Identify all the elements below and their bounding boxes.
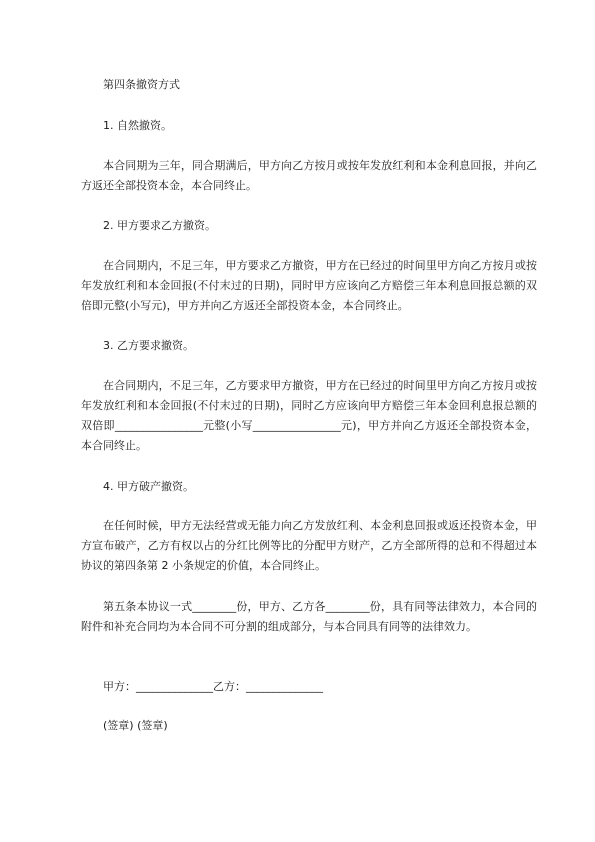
- clause-2-body: 在合同期内，不足三年，甲方要求乙方撤资，甲方在已经过的时间里甲方向乙方按月或按年发放红利和本金回报(不付末过的日期)，同时甲方应该向乙方赔偿三年本利息回报总额的双倍即元整(小写元)，甲方并向乙方返还全部投资本金，本合同终止。: [81, 259, 537, 312]
- clause-1-body: 本合同期为三年，同合期满后，甲方向乙方按月或按年发放红利和本金利息回报，并向乙方返还全部投资本金，本合同终止。: [81, 159, 537, 192]
- article-5-body: 第五条本协议一式________份，甲方、乙方各________份，具有同等法律效力，本合同的附件和补充合同均为本合同不可分割的组成部分，与本合同具有同等的法律效力。: [81, 600, 537, 633]
- article-4-heading: 第四条撤资方式: [103, 78, 180, 91]
- clause-4-body: 在任何时候，甲方无法经营或无能力向乙方发放红利、本金利息回报或返还投资本金，甲方宣布破产，乙方有权以占的分红比例等比的分配甲方财产，乙方全部所得的总和不得超过本协议的第四条第 2 小条规定的价值，本合同终止。: [81, 519, 537, 572]
- clause-1-title: 1. 自然撤资。: [103, 119, 172, 132]
- clause-4-title: 4. 甲方破产撤资。: [103, 480, 194, 493]
- clause-3-title: 3. 乙方要求撤资。: [103, 339, 194, 352]
- clause-3-body: 在合同期内，不足三年，乙方要求甲方撤资，甲方在已经过的时间里甲方向乙方按月或按年发放红利和本金回报(不付末过的日期)，同时乙方应该向甲方赔偿三年本金回利息报总额的双倍即________________元整(小写________________元)，甲方并向乙方返还全部投资本金，本合同终止。: [81, 379, 537, 452]
- signature-seal-line: (签章) (签章): [103, 719, 168, 732]
- clause-2-title: 2. 甲方要求乙方撤资。: [103, 219, 216, 232]
- signature-parties-line: 甲方：______________乙方：______________: [103, 680, 323, 693]
